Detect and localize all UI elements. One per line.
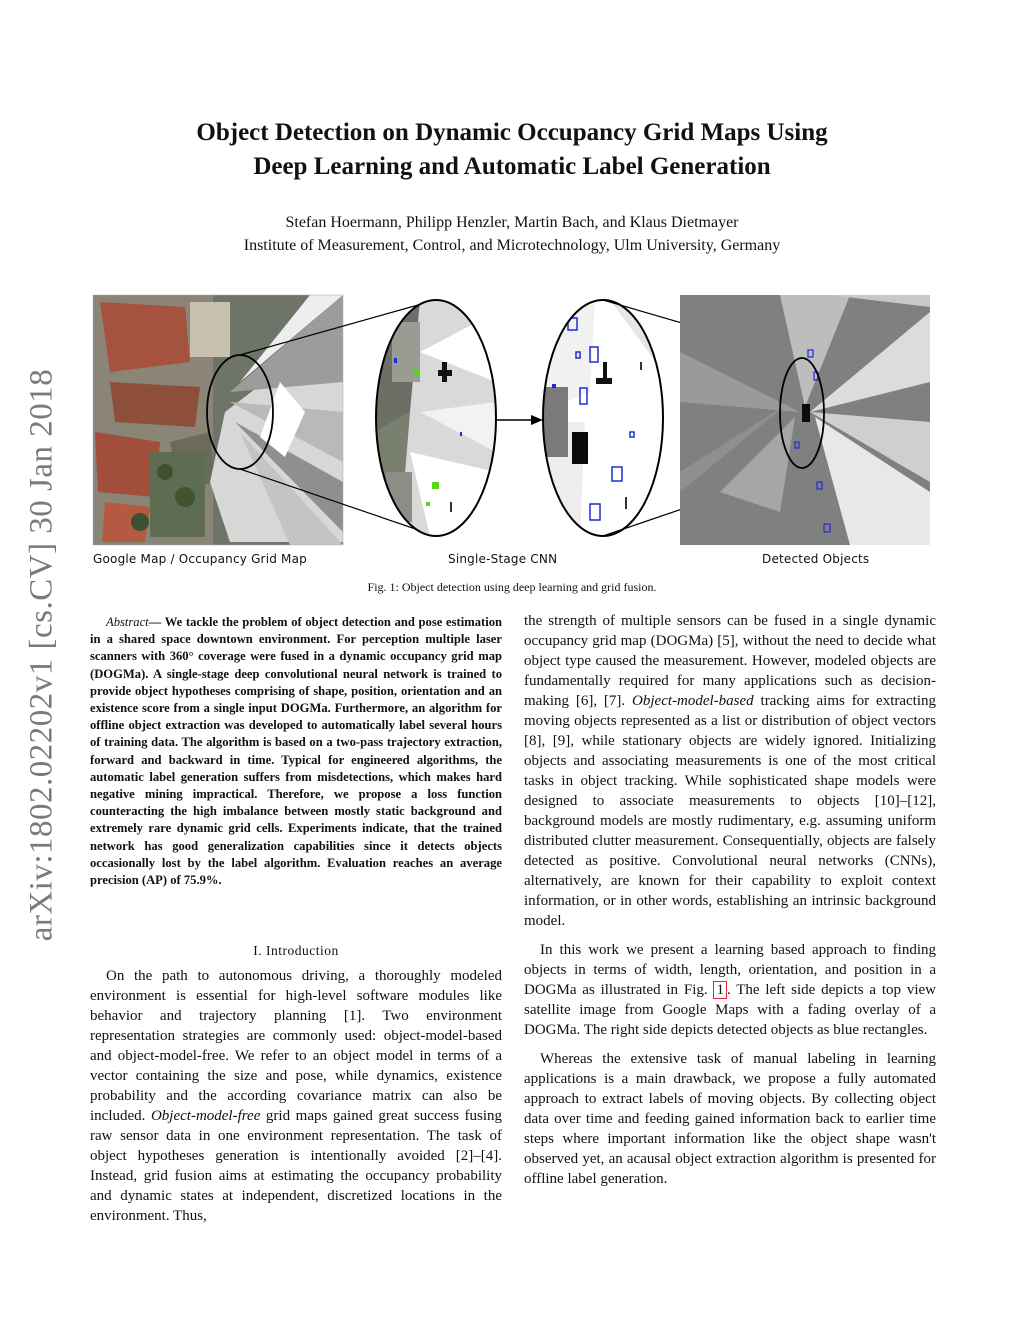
section-heading-introduction: I. Introduction [253,943,339,958]
arxiv-stamp: arXiv:1802.02202v1 [cs.CV] 30 Jan 2018 [23,368,60,942]
abstract [90,614,502,889]
intro-paragraph-1: On the path to autonomous driving, a thoroughly modeled environment is essential for high-level software modules like behavior and trajectory planning [1]. Two environment representation strategies are commonly used: object-model-based and object-model-free. We refer to an object model in terms of a vector containing the size and pose, while dynamics, existence probability and the according covariance matrix can also be included. Object-model-free grid maps gained great success fusing raw sensor data in one environment representation. The task of object hypotheses generation is intentionally avoided [2]–[4]. Instead, grid fusion aims at estimating the occupancy probability and dynamic states at independent, discretized locations in the environment. Thus, [90,968,502,1224]
abstract-body: We tackle the problem of object detection and pose estimation in a shared space downtown environment. For perception multiple laser scanners with 360° coverage were fused in a dynamic occupancy grid map (DOGMa). A single-stage deep convolutional neural network is trained to provide object hypotheses comprising of shape, position, orientation and an existence score from a single input DOGMa. Furthermore, an algorithm for offline object extraction was developed to automatically label several hours of training data. The algorithm is based on a two-pass trajectory extraction, forward and backward in time. Typical for engineered algorithms, the automatic label generation suffers from misdetections, which makes hard negative mining impractical. Therefore, we propose a loss function counteracting the high imbalance between mostly static background and extremely rare dynamic grid cells. Experiments indicate, that the trained network has good generalization capabilities since it detects objects occasionally lost by the label algorithm. Evaluation reaches an average precision (AP) of 75.9%. [90,615,502,888]
intro-paragraph-2: In this work we present a learning based approach to finding objects in terms of width, length, orientation, and position in a DOGMa as illustrated in Fig. 1 . The left side depicts a top view satellite image from Google Maps with a fading overlay of a DOGMa. The right side depicts detected objects as blue rectangles. [524,942,936,1038]
abstract-lead: Abstract [106,615,149,629]
figure-label-right: Detected Objects [762,552,870,566]
author-block [0,211,1024,257]
author-affiliation: Institute of Measurement, Control, and Microtechnology, Ulm University, Germany [243,237,781,254]
intro-paragraph-continued: the strength of multiple sensors can be fused in a single dynamic occupancy grid map (DOGMa) [5], without the need to decide what object type caused the measurement. However, modeled objects are fundamentally required for many applications such as decision-making [6], [7]. Object-model-based tracking aims for extracting moving objects represented as a list or distribution of object vectors [8], [9], while stationary objects are widely ignored. Initializing objects and associating measurements is one of the most critical tasks in object tracking. While sophisticated shape models were designed to associate measurements to objects [10]–[12], background models are mostly rudimentary, e.g. assuming uniform distributed clutter measurement. Consequentially, objects are falsely detected as positive. Convolutional neural networks (CNNs), alternatively, are known for their capability to exploit context information, or in other words, establishing an intrinsic background model. [524,613,937,929]
figure-reference-link[interactable]: 1 [713,981,727,999]
intro-paragraph-3: Whereas the extensive task of manual labeling in learning applications is a main drawback, we propose a fully automated approach to extract labels of moving objects. By collecting object data over time and feeding gained information back to earlier time steps where important information like the object shape wasn't observed yet, an acausal object extraction algorithm is presented for offline label generation. [524,1051,936,1187]
figure-label-center: Single-Stage CNN [448,552,558,566]
title-line-2: Deep Learning and Automatic Label Generation [253,153,771,180]
detected-objects-panel [680,295,930,545]
paper-title [0,116,1024,184]
title-line-1: Object Detection on Dynamic Occupancy Grid Maps Using [196,119,828,146]
intro-left-column [90,966,502,1226]
intro-right-column [524,611,936,1189]
author-names: Stefan Hoermann, Philipp Henzler, Martin Bach, and Klaus Dietmayer [285,214,739,231]
abstract-dash: — [148,615,162,629]
google-map-panel [93,295,343,545]
figure-1-graphic [90,292,935,552]
figure-label-left: Google Map / Occupancy Grid Map [93,552,307,566]
figure-caption: Fig. 1: Object detection using deep learning and grid fusion. [367,580,657,594]
figure-1 [90,292,935,552]
